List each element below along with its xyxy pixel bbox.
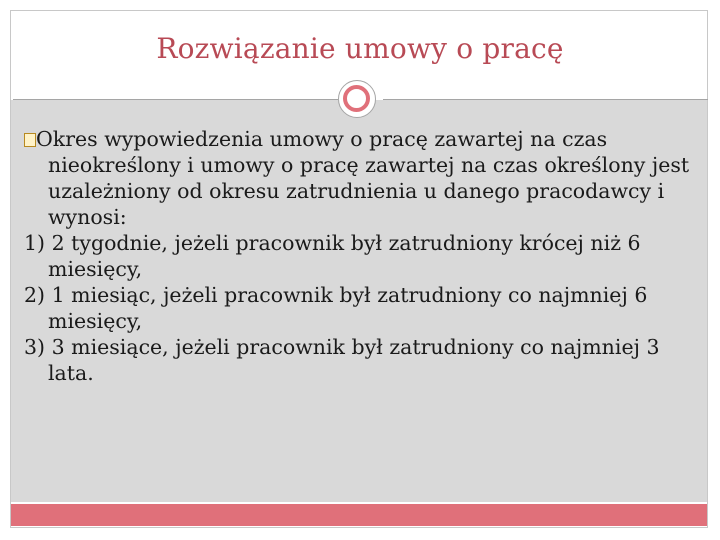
intro-paragraph — [24, 126, 694, 230]
ring-inner — [343, 85, 370, 112]
list-item-text: 2 tygodnie, jeżeli pracownik był zatrudniony krócej niż 6 miesięcy, — [48, 231, 641, 281]
list-item-number: 2) — [24, 283, 46, 307]
divider-line-right — [383, 99, 708, 100]
divider-line-left — [13, 99, 338, 100]
slide-title: Rozwiązanie umowy o pracę — [156, 32, 564, 65]
list-item — [24, 230, 694, 282]
list-item-text: 1 miesiąc, jeżeli pracownik był zatrudniony co najmniej 6 miesięcy, — [48, 283, 648, 333]
list-item-number: 3) — [24, 335, 46, 359]
list-item — [24, 282, 694, 334]
intro-text: Okres wypowiedzenia umowy o pracę zawartej na czas nieokreślony i umowy o pracę zawartej na czas określony jest uzależniony od okresu zatrudnienia u danego pracodawcy i wynosi: — [36, 127, 690, 229]
list-item-number: 1) — [24, 231, 46, 255]
ring-icon — [338, 80, 376, 118]
list-item-text: 3 miesiące, jeżeli pracownik był zatrudniony co najmniej 3 lata. — [48, 335, 660, 385]
list-item — [24, 334, 694, 386]
footer-bar — [11, 504, 707, 526]
slide-body — [24, 126, 694, 386]
unknown-glyph-box-icon — [24, 133, 36, 147]
